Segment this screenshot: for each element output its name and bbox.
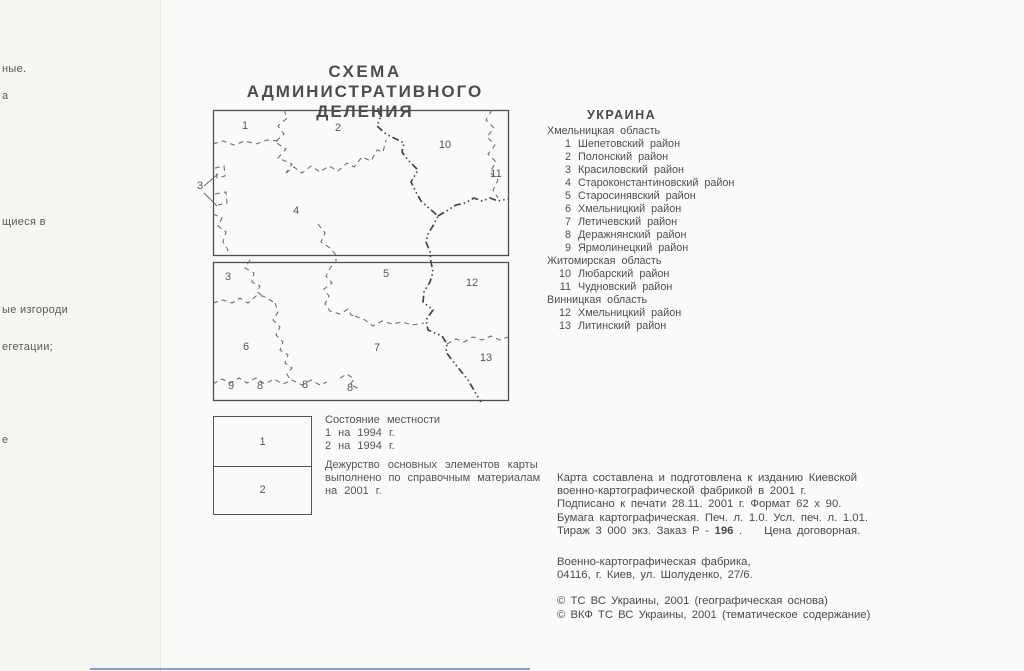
district-boundary <box>318 224 355 316</box>
legend-text <box>325 414 540 498</box>
margin-fragment: а <box>2 90 9 102</box>
page-title-line1: СХЕМА <box>328 62 402 81</box>
imprint-line: Карта составлена и подготовлена к изданию Киевской <box>557 472 858 484</box>
district-name: Шепетовский район <box>578 138 681 150</box>
order-price: Цена договорная. <box>764 524 861 537</box>
map-label-district: 8 <box>346 382 354 394</box>
district-boundary <box>213 214 228 255</box>
order-suffix: . <box>733 524 743 537</box>
map-label-district: 8 <box>301 379 309 391</box>
district-name: Чудновский район <box>578 281 673 293</box>
imprint-order-line <box>557 525 868 538</box>
district-number: 13 <box>558 320 571 332</box>
page-title-line2: АДМИНИСТРАТИВНОГО ДЕЛЕНИЯ <box>246 82 484 121</box>
district-boundary <box>213 140 278 145</box>
bottom-accent-line <box>90 668 530 670</box>
country-heading: УКРАИНА <box>587 108 657 122</box>
legend-note-line: Дежурство основных элементов карты <box>325 459 538 471</box>
legend-line: 1 на 1994 г. <box>325 427 395 439</box>
order-prefix: Тираж 3 000 экз. Заказ Р - <box>557 524 715 537</box>
district-boundary <box>486 110 498 198</box>
map-label-district: 2 <box>334 122 342 134</box>
district-boundary <box>447 336 508 344</box>
imprint-line: Подписано к печати 28.11. 2001 г. Формат 62 х 90. <box>557 498 842 511</box>
region-name: Хмельницкая область <box>547 125 661 137</box>
district-number: 3 <box>564 164 571 176</box>
region-name: Житомирская область <box>547 255 662 267</box>
district-name: Староконстантиновский район <box>578 177 735 189</box>
district-boundary <box>215 166 225 178</box>
district-row <box>553 268 734 281</box>
map-label-district: 10 <box>438 139 452 151</box>
district-boundary <box>286 140 386 173</box>
admin-division-scheme-map <box>190 106 522 404</box>
page-fold-divider <box>160 0 161 671</box>
copyright-block <box>557 594 870 622</box>
district-boundary <box>213 296 275 303</box>
district-row <box>553 190 734 203</box>
map-sheet-1-frame <box>214 111 509 256</box>
imprint-line: военно-картографической фабрикой в 2001 г. <box>557 485 807 498</box>
district-name: Любарский район <box>578 268 670 280</box>
district-row <box>553 177 734 190</box>
left-page-strip <box>0 0 160 671</box>
sheet-legend-cell-2: 2 <box>214 466 311 512</box>
map-label-district: 6 <box>242 341 250 353</box>
imprint-block <box>557 472 868 538</box>
district-name: Летичевский район <box>578 216 678 228</box>
district-boundary <box>215 192 227 205</box>
sheet-legend-box <box>213 416 312 515</box>
legend-line: Состояние местности <box>325 414 441 426</box>
address-line: Военно-картографическая фабрика, <box>557 556 751 568</box>
district-row <box>553 281 734 294</box>
region-header <box>547 125 734 138</box>
district-name: Полонский район <box>578 151 669 163</box>
district-name: Хмельницкий район <box>578 307 682 319</box>
district-name: Ярмолинецкий район <box>578 242 689 254</box>
region-header <box>547 255 734 268</box>
margin-fragment: ые изгороди <box>2 304 69 316</box>
district-name: Хмельницкий район <box>578 203 682 215</box>
oblast-boundary <box>438 198 508 216</box>
imprint-line: Бумага картографическая. Печ. л. 1.0. Усл. печ. л. 1.01. <box>557 511 869 524</box>
map-label-district: 1 <box>241 120 249 132</box>
margin-fragment: е <box>2 434 9 446</box>
district-boundary <box>245 260 263 296</box>
district-row <box>553 229 734 242</box>
district-number: 4 <box>564 177 571 189</box>
district-number: 7 <box>564 216 571 228</box>
legend-note-line: на 2001 г. <box>325 485 382 497</box>
district-number: 10 <box>558 268 571 280</box>
district-name: Красиловский район <box>578 164 684 176</box>
district-number: 8 <box>564 229 571 241</box>
district-name: Литинский район <box>578 320 667 332</box>
region-header <box>547 294 734 307</box>
district-row <box>553 138 734 151</box>
district-boundary <box>273 303 292 380</box>
margin-fragment: щиеся в <box>2 216 46 228</box>
map-label-district: 11 <box>490 168 502 180</box>
district-row <box>553 164 734 177</box>
district-number: 12 <box>558 307 571 319</box>
order-number: 196 <box>714 524 734 537</box>
copyright-line: © ВКФ ТС ВС Украины, 2001 (тематическое содержание) <box>557 609 871 621</box>
legend-note-line: выполнено по справочным материалам <box>325 472 541 484</box>
map-label-district: 7 <box>373 342 381 354</box>
district-row <box>553 203 734 216</box>
district-number: 2 <box>564 151 571 163</box>
map-label-district: 8 <box>256 380 264 392</box>
district-row <box>553 151 734 164</box>
district-row <box>553 320 734 333</box>
sheet-legend-cell-1: 1 <box>259 435 266 448</box>
district-list <box>547 125 735 333</box>
callout-leader-line <box>204 193 217 206</box>
district-number: 5 <box>564 190 571 202</box>
district-number: 1 <box>564 138 571 150</box>
district-name: Деражнянский район <box>578 229 687 241</box>
district-boundary <box>355 316 424 326</box>
district-number: 11 <box>559 281 571 293</box>
district-row <box>553 242 734 255</box>
district-number: 9 <box>564 242 571 254</box>
map-label-district: 12 <box>465 277 479 289</box>
district-boundary <box>275 110 292 173</box>
district-number: 6 <box>564 203 571 215</box>
publisher-address <box>557 556 753 582</box>
callout-leader-line <box>204 174 218 186</box>
map-label-district: 9 <box>227 380 235 392</box>
district-name: Старосинявский район <box>578 190 696 202</box>
margin-fragment: ные. <box>2 63 27 75</box>
map-label-district: 13 <box>479 352 493 364</box>
copyright-line: © ТС ВС Украины, 2001 (географическая основа) <box>557 595 828 607</box>
district-row <box>553 216 734 229</box>
map-label-district-callout: 3 <box>196 180 204 192</box>
address-line: 04116, г. Киев, ул. Шолуденко, 27/6. <box>557 569 753 582</box>
margin-fragment: егетации; <box>2 341 54 353</box>
district-row <box>553 307 734 320</box>
region-name: Винницкая область <box>547 294 648 306</box>
map-label-district: 4 <box>292 205 300 217</box>
map-label-district: 3 <box>224 271 232 283</box>
map-label-district: 5 <box>382 268 390 280</box>
legend-line: 2 на 1994 г. <box>325 440 395 452</box>
